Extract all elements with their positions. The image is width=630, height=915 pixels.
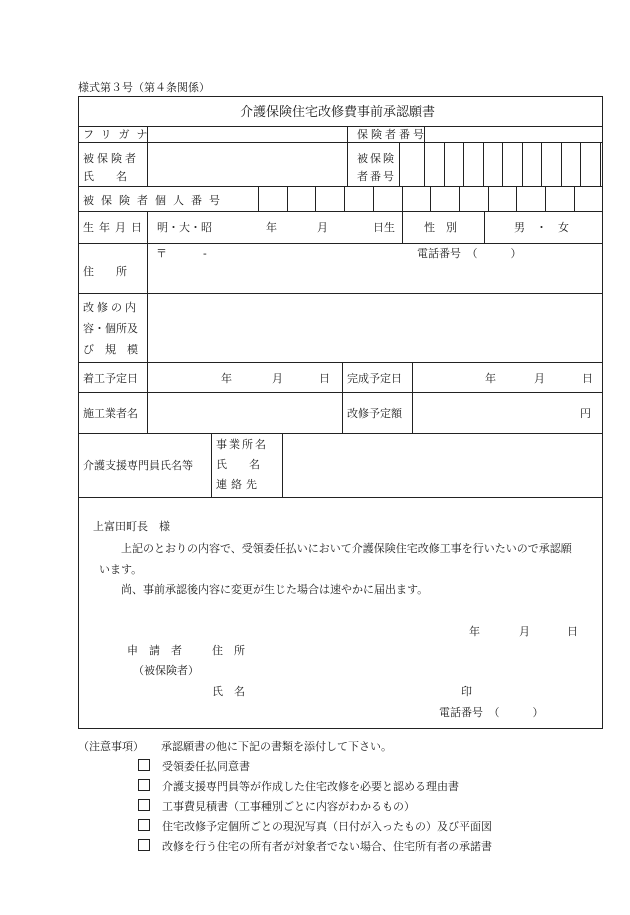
yen-unit: 円 bbox=[580, 407, 591, 420]
amount-label: 改修予定額 bbox=[347, 407, 402, 420]
checkbox-icon bbox=[138, 759, 150, 771]
application-day-unit: 日 bbox=[567, 625, 578, 638]
rule bbox=[79, 243, 602, 244]
gender-label: 性 別 bbox=[424, 221, 457, 234]
cell-divider bbox=[600, 142, 601, 186]
checkbox-icon bbox=[138, 779, 150, 791]
care-manager-label: 介護支援専門員氏名等 bbox=[83, 459, 193, 472]
note-item: 改修を行う住宅の所有者が対象者でない場合、住宅所有者の承諾書 bbox=[138, 838, 492, 854]
form-number-label: 様式第３号（第４条関係） bbox=[78, 81, 210, 94]
cell-divider bbox=[561, 142, 562, 186]
applicant-address-label: 住 所 bbox=[212, 644, 245, 657]
contact-label: 連絡先 bbox=[216, 478, 261, 491]
renovation-content-label: 容・個所及 bbox=[83, 322, 138, 335]
birth-date-label: 生年月日 bbox=[83, 221, 147, 234]
checkbox-icon bbox=[138, 799, 150, 811]
note-item: 受領委任払同意書 bbox=[138, 758, 250, 774]
seal-mark: 印 bbox=[461, 685, 472, 698]
cell-divider bbox=[522, 142, 523, 186]
rule bbox=[79, 211, 602, 212]
cell-divider bbox=[463, 142, 464, 186]
postal-mark: 〒 bbox=[156, 247, 167, 260]
phone-label: 電話番号 （ ） bbox=[417, 247, 522, 260]
renovation-content-label: び 規 模 bbox=[83, 343, 138, 356]
cell-divider bbox=[488, 186, 489, 211]
renovation-content-label: 改修の内 bbox=[83, 301, 139, 314]
cell-divider bbox=[545, 186, 546, 211]
insured-name-label: 氏 名 bbox=[83, 170, 127, 183]
cell-divider bbox=[574, 186, 575, 211]
rule bbox=[147, 362, 148, 433]
rule bbox=[79, 433, 602, 434]
note-item: 工事費見積書（工事種別ごとに内容がわかるもの） bbox=[138, 798, 415, 814]
office-name-label: 事業所名 bbox=[216, 438, 268, 451]
cell-divider bbox=[424, 142, 425, 186]
rule bbox=[342, 362, 343, 433]
start-date-label: 着工予定日 bbox=[83, 372, 138, 385]
application-month-unit: 月 bbox=[519, 625, 530, 638]
gender-options: 男 ・ 女 bbox=[514, 221, 569, 234]
rule bbox=[484, 211, 485, 243]
furigana-label: フリガナ bbox=[83, 128, 155, 141]
notes-heading: （注意事項） bbox=[78, 740, 144, 753]
change-notice-text: 尚、事前承認後内容に変更が生じた場合は速やかに届出ます。 bbox=[121, 583, 429, 596]
cell-divider bbox=[430, 186, 431, 211]
postal-dash: - bbox=[203, 247, 207, 260]
applicant-label: 申 請 者 bbox=[127, 644, 182, 657]
cell-divider bbox=[580, 142, 581, 186]
applicant-name-label: 氏 名 bbox=[212, 685, 245, 698]
cell-divider bbox=[344, 186, 345, 211]
birth-day-unit: 日生 bbox=[373, 221, 395, 234]
cell-divider bbox=[502, 142, 503, 186]
finish-date-label: 完成予定日 bbox=[347, 372, 402, 385]
rule bbox=[79, 126, 602, 127]
insured-name-label: 被保険者 bbox=[83, 152, 139, 165]
rule bbox=[211, 433, 212, 497]
finish-year-unit: 年 bbox=[485, 372, 496, 385]
checkbox-icon bbox=[138, 819, 150, 831]
application-year-unit: 年 bbox=[469, 625, 480, 638]
applicant-phone-label: 電話番号 （ ） bbox=[439, 706, 544, 719]
cell-divider bbox=[516, 186, 517, 211]
cell-divider bbox=[459, 186, 460, 211]
application-form bbox=[78, 96, 603, 729]
my-number-label: 被保険者個人番号 bbox=[83, 194, 227, 207]
rule bbox=[79, 186, 602, 187]
cell-divider bbox=[402, 186, 403, 211]
rule bbox=[347, 126, 348, 186]
contractor-label: 施工業者名 bbox=[83, 407, 138, 420]
manager-name-label: 氏 名 bbox=[216, 458, 260, 471]
note-item: 介護支援専門員等が作成した住宅改修を必要と認める理由書 bbox=[138, 778, 459, 794]
form-title: 介護保険住宅改修費事前承認願書 bbox=[240, 105, 436, 120]
insurer-number-label: 保険者番号 bbox=[357, 128, 427, 141]
birth-era: 明・大・昭 bbox=[157, 221, 212, 234]
note-item: 住宅改修予定個所ごとの現況写真（日付が入ったもの）及び平面図 bbox=[138, 818, 492, 834]
rule bbox=[79, 362, 602, 363]
rule bbox=[258, 186, 259, 211]
cell-divider bbox=[373, 186, 374, 211]
insured-id-label: 被保険 bbox=[357, 152, 396, 165]
cell-divider bbox=[541, 142, 542, 186]
rule bbox=[282, 433, 283, 497]
rule bbox=[79, 142, 602, 143]
rule bbox=[399, 142, 400, 186]
start-year-unit: 年 bbox=[221, 372, 232, 385]
finish-month-unit: 月 bbox=[534, 372, 545, 385]
start-day-unit: 日 bbox=[319, 372, 330, 385]
checkbox-icon bbox=[138, 839, 150, 851]
cell-divider bbox=[315, 186, 316, 211]
addressee: 上富田町長 様 bbox=[93, 520, 170, 533]
cell-divider bbox=[444, 142, 445, 186]
rule bbox=[347, 142, 424, 143]
birth-year-unit: 年 bbox=[266, 221, 277, 234]
rule bbox=[402, 211, 403, 243]
rule bbox=[79, 293, 602, 294]
insured-id-label: 者番号 bbox=[357, 170, 396, 183]
birth-month-unit: 月 bbox=[317, 221, 328, 234]
address-label: 住 所 bbox=[83, 265, 127, 278]
rule bbox=[79, 392, 602, 393]
request-text: 上記のとおりの内容で、受領委任払いにおいて介護保険住宅改修工事を行いたいので承認願 bbox=[121, 542, 572, 555]
rule bbox=[147, 211, 148, 362]
rule bbox=[412, 362, 413, 433]
cell-divider bbox=[483, 142, 484, 186]
cell-divider bbox=[287, 186, 288, 211]
applicant-insured-label: （被保険者） bbox=[133, 664, 199, 677]
finish-day-unit: 日 bbox=[582, 372, 593, 385]
notes-intro: 承認願書の他に下記の書類を添付して下さい。 bbox=[161, 740, 392, 753]
request-text: います。 bbox=[99, 563, 143, 576]
rule bbox=[79, 497, 602, 498]
start-month-unit: 月 bbox=[272, 372, 283, 385]
